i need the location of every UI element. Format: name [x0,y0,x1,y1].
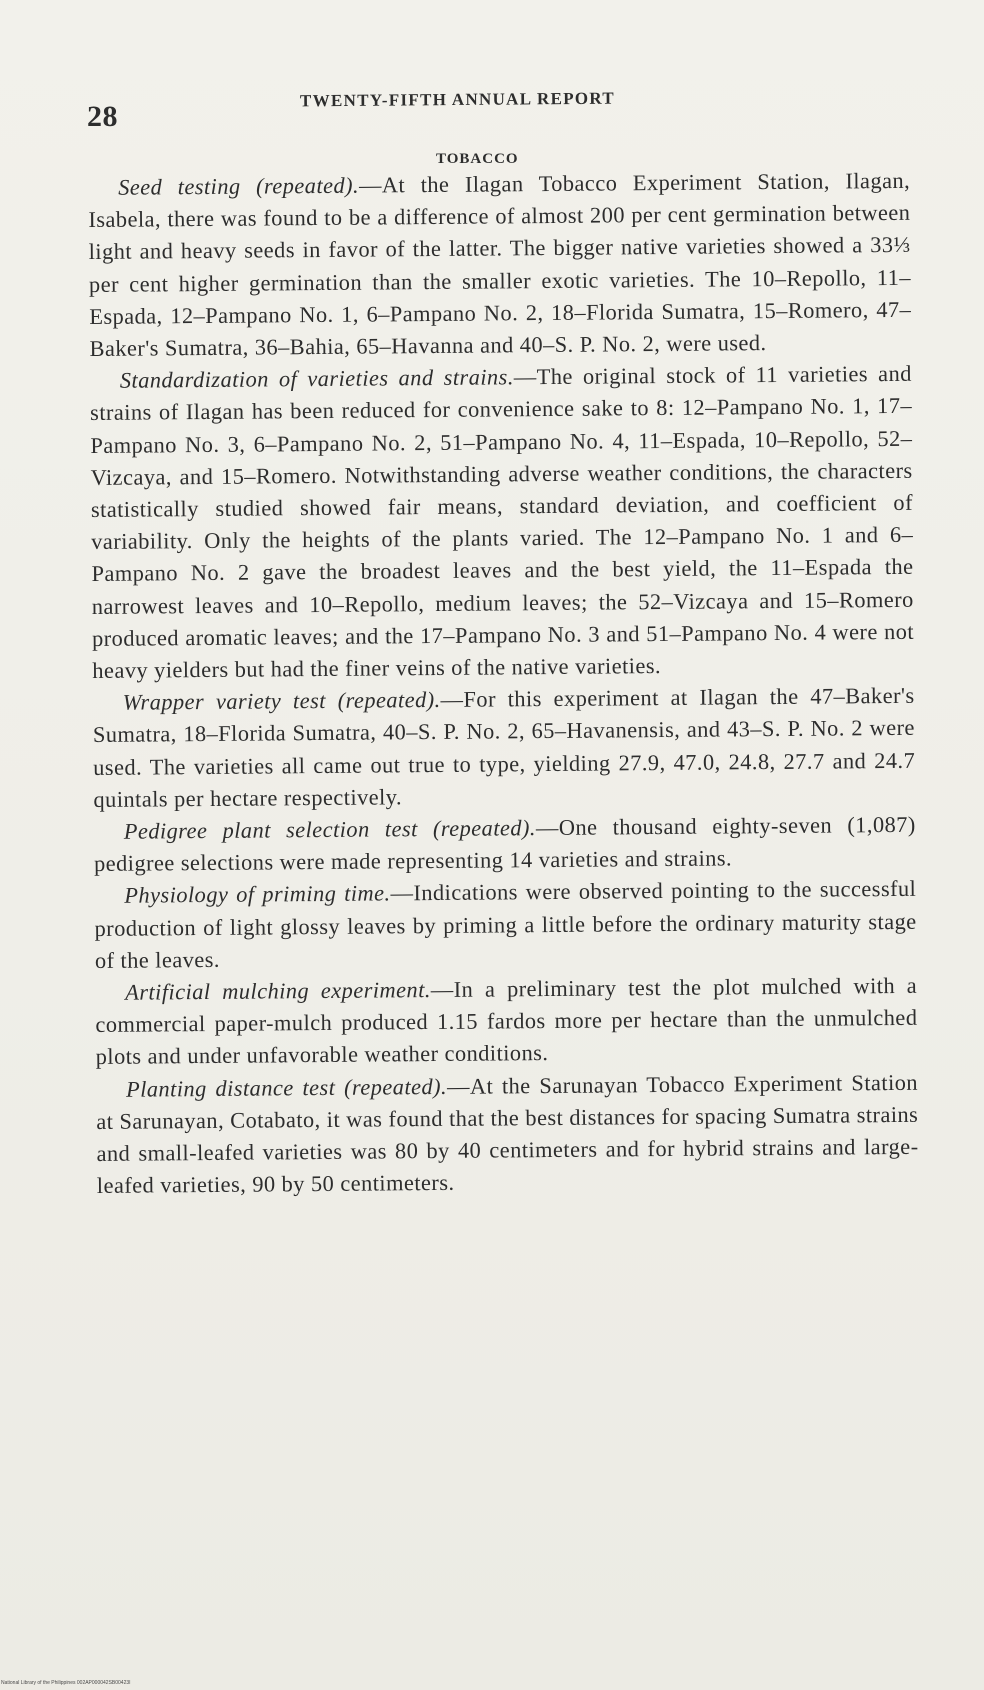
scan-credit: National Library of the Philippines 002AP000042SB00423I [1,1680,131,1686]
running-title: TWENTY-FIFTH ANNUAL REPORT [299,88,616,111]
paragraph-lead: Seed testing (repeated). [118,172,360,200]
paragraph-planting-distance [96,1066,919,1202]
paragraph-text: —For this experiment at Ilagan the 47–Baker's Sumatra, 18–Florida Sumatra, 40–S. P. No. 2, 65–Havanensis, and 43–S. P. No. 2 were used. The varieties all came out true to type, yielding 27.9, 47.0, 24.8, 27.7 and 24.7 quintals per hectare respectively. [92,683,916,812]
paragraph-text: —Indications were observed pointing to the successful production of light glossy leaves by priming a little before the ordinary maturity stage of the leaves. [94,876,917,973]
paragraph-lead: Artificial mulching experiment. [125,977,431,1005]
paragraph-priming [94,873,917,977]
paragraph-text: —At the Sarunayan Tobacco Experiment Station at Sarunayan, Cotabato, it was found that the best distances for spacing Sumatra strains and small-leafed varieties was 80 by 40 centimeters and for hybrid strains and large-leafed varieties, 90 by 50 centimeters. [96,1069,919,1199]
page-number: 28 [87,100,118,133]
body-text [88,165,919,1203]
paragraph-seed-testing [88,165,912,365]
paragraph-lead: Wrapper variety test (repeated). [122,687,441,715]
paragraph-standardization [90,358,915,687]
paragraph-text: —The original stock of 11 varieties and strains of Ilagan has been reduced for convenience sake to 8: 12–Pampano No. 1, 17–Pampano No. 3, 6–Pampano No. 2, 51–Pampano No. 4, 11–Espada, 10–Repollo, 52–Vizcaya, and 15–Romero. Notwithstanding adverse weather conditions, the characters statistically studied showed fair means, standard deviation, and coefficient of variability. Only the heights of the plants varied. The 12–Pampano No. 1 and 6–Pampano No. 2 gave the broadest leaves and the best yield, the 11–Espada the narrowest leaves and 10–Repollo, medium leaves; the 52–Vizcaya and 15–Romero produced aromatic leaves; and the 17–Pampano No. 3 and 51–Pampano No. 4 were not heavy yielders but had the finer veins of the native varieties. [89,361,915,684]
paragraph-lead: Pedigree plant selection test (repeated). [123,815,537,844]
section-title: TOBACCO [436,151,519,167]
paragraph-lead: Planting distance test (repeated). [125,1073,448,1102]
paragraph-lead: Physiology of priming time. [124,880,391,909]
paragraph-text: —In a preliminary test the plot mulched with a commercial paper-mulch produced 1.15 fardos more per hectare than the unmulched plots and under unfavorable weather conditions. [95,972,918,1070]
paragraph-pedigree [94,809,917,881]
paragraph-text: —One thousand eighty-seven (1,087) pedigree selections were made representing 14 varieties and strains. [93,811,916,877]
paragraph-text: —At the Ilagan Tobacco Experiment Station, Ilagan, Isabela, there was found to be a difference of almost 200 per cent germination between light and heavy seeds in favor of the latter. The bigger native varieties showed a 33⅓ per cent higher germination than the smaller exotic varieties. The 10–Repollo, 11–Espada, 12–Pampano No. 1, 6–Pampano No. 2, 18–Florida Sumatra, 15–Romero, 47–Baker's Sumatra, 36–Bahia, 65–Havanna and 40–S. P. No. 2, were used. [88,167,912,362]
paragraph-mulching [95,970,918,1074]
paragraph-wrapper-variety [92,680,915,816]
paragraph-lead: Standardization of varieties and strains. [119,364,514,393]
